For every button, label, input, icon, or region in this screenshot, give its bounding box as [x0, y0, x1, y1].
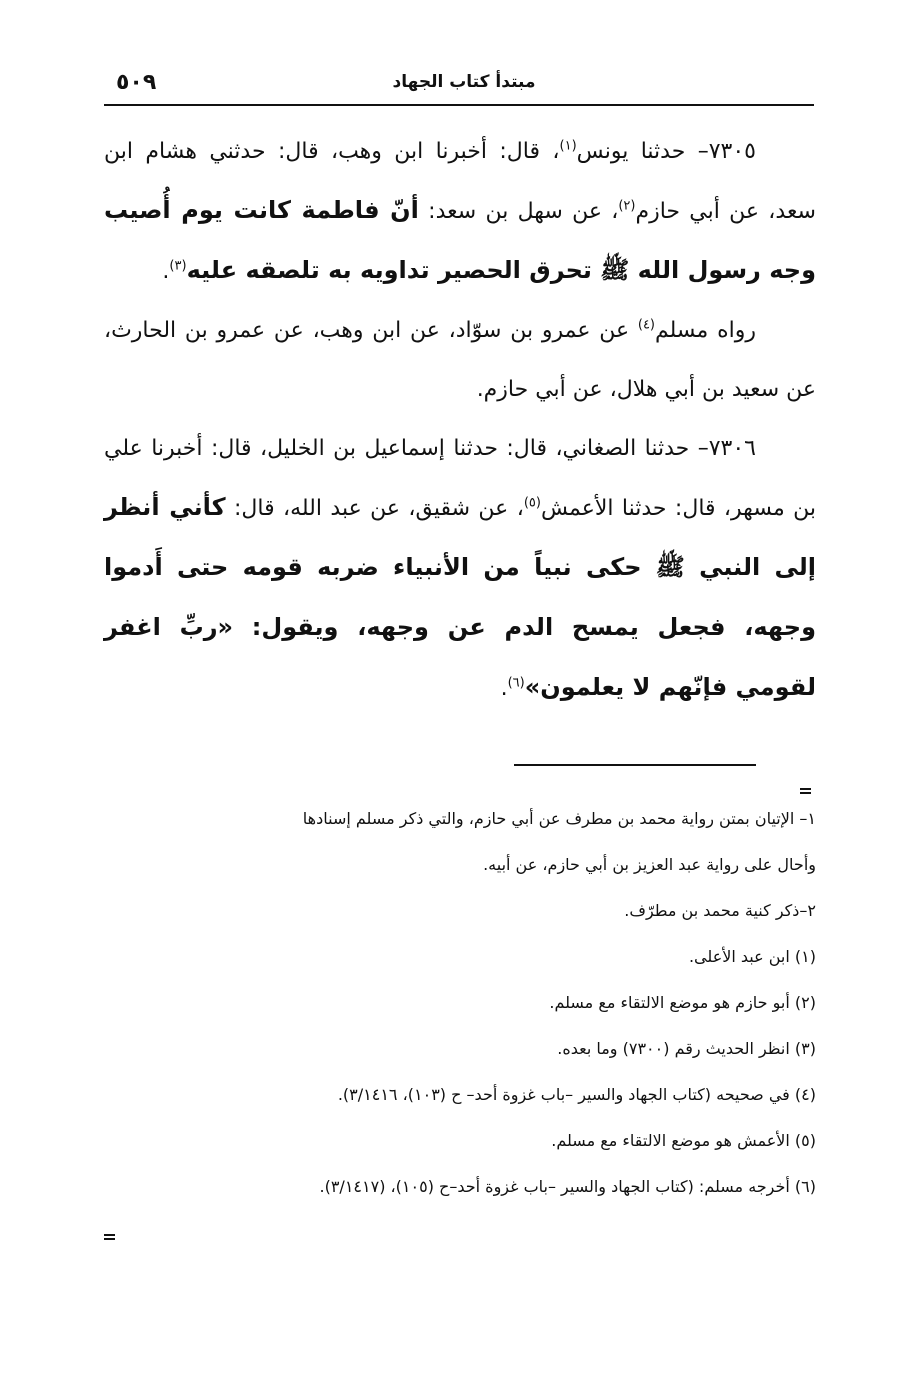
hadith-7306-matn: كأني أنظر إلى النبي ﷺ حكى نبياً من الأنبياء ضربه قومه حتى أَدموا وجهه، فجعل يمسح الدم عن وجهه، ويقول: «ربِّ اغفر لقومي فإنّهم لا يعلمون»: [104, 493, 816, 701]
continuation-mark-bottom: [104, 1234, 115, 1240]
hadith-7305-isnad-end: ، عن سهل بن سعد:: [418, 199, 619, 224]
editor-note-2: ٢–ذكر كنية محمد بن مطرّف.: [624, 901, 816, 920]
footnote-4: (٤) في صحيحه (كتاب الجهاد والسير –باب غزوة أحد– ح (١٠٣)، ٣/١٤١٦).: [337, 1085, 816, 1104]
hadith-7305-opening: ٧٣٠٥– حدثنا يونس: [576, 139, 756, 164]
page-number: ٥٠٩: [116, 70, 157, 95]
riwaya-muslim-lead: رواه مسلم: [655, 318, 756, 343]
footnote-marker-1[interactable]: (١): [559, 138, 577, 154]
footnote-marker-5[interactable]: (٥): [523, 495, 541, 511]
footnote-1: (١) ابن عبد الأعلى.: [688, 947, 816, 966]
footnote-separator: [514, 764, 756, 766]
editor-note-1-line-2: وأحال على رواية عبد العزيز بن أبي حازم، عن أبيه.: [483, 855, 816, 874]
page-header: [104, 68, 814, 108]
footnote-marker-3[interactable]: (٣): [169, 258, 187, 274]
continuation-mark-top: [800, 788, 811, 794]
hadith-7305-isnad: ، قال: أخبرنا ابن وهب، قال: حدثني هشام ابن سعد، عن أبي حازم: [104, 139, 816, 224]
hadith-7306-isnad-end: ، عن شقيق، عن عبد الله، قال:: [225, 496, 524, 521]
editor-note-1-line-1: ١– الإتيان بمتن رواية محمد بن مطرف عن أبي حازم، والتي ذكر مسلم إسنادها: [302, 809, 816, 828]
footnotes: [104, 796, 816, 1210]
hadith-7306-end: .: [500, 676, 508, 701]
hadith-7305-matn: أنّ فاطمة كانت يوم أُصيب وجه رسول الله ﷺ تحرق الحصير تداويه به تلصقه عليه: [104, 196, 816, 284]
header-rule: [104, 104, 814, 106]
footnote-marker-2[interactable]: (٢): [618, 198, 636, 214]
hadith-7306-isnad: ٧٣٠٦– حدثنا الصغاني، قال: حدثنا إسماعيل بن الخليل، قال: أخبرنا علي بن مسهر، قال: حدثنا الأعمش: [104, 436, 816, 521]
hadith-7306: [104, 419, 816, 718]
footnote-3: (٣) انظر الحديث رقم (٧٣٠٠) وما بعده.: [557, 1039, 816, 1058]
hadith-7305-end: .: [162, 259, 170, 284]
footnote-6: (٦) أخرجه مسلم: (كتاب الجهاد والسير –باب غزوة أحد–ح (١٠٥)، (٣/١٤١٧).: [319, 1177, 816, 1196]
footnote-5: (٥) الأعمش هو موضع الالتقاء مع مسلم.: [551, 1131, 816, 1150]
hadith-7305: [104, 122, 816, 301]
riwaya-muslim-chain: عن عمرو بن سوّاد، عن ابن وهب، عن عمرو بن الحارث، عن سعيد بن أبي هلال، عن أبي حازم.: [104, 318, 816, 402]
footnote-2: (٢) أبو حازم هو موضع الالتقاء مع مسلم.: [549, 993, 816, 1012]
main-text: [104, 122, 816, 718]
footnote-marker-6[interactable]: (٦): [507, 675, 525, 691]
running-title: مبتدأ كتاب الجهاد: [392, 72, 536, 92]
riwaya-muslim: [104, 301, 816, 419]
footnote-marker-4[interactable]: (٤): [637, 317, 655, 333]
